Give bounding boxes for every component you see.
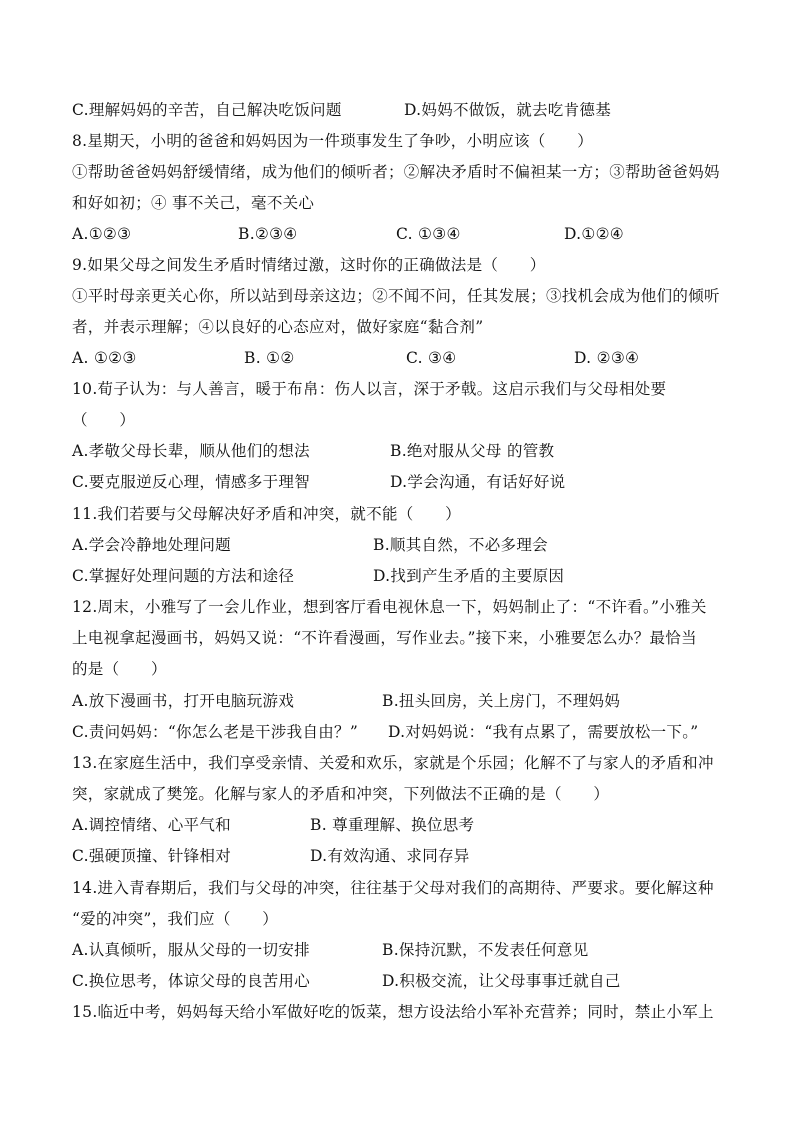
- option-d: D.学会沟通，有话好好说: [390, 473, 566, 491]
- question-15-stem-line1: [72, 1002, 714, 1022]
- option-a: A.①②③: [72, 225, 132, 243]
- option-c: C.理解妈妈的辛苦，自己解决吃饭问题: [72, 101, 342, 119]
- statement-text: ①平时母亲更关心你，所以站到母亲这边；②不闻不问，任其发展；③找机会成为他们的倾听: [72, 287, 720, 305]
- option-d: D.积极交流，让父母事事迁就自己: [382, 972, 621, 990]
- option-b: B.扭头回房，关上房门，不理妈妈: [382, 692, 621, 710]
- option-c: C.强硬顶撞、针锋相对: [72, 847, 232, 865]
- question-13-stem-line1: [72, 753, 714, 773]
- question-text: 11.我们若要与父母解决好矛盾和冲突，就不能（ ）: [72, 505, 461, 523]
- option-d: D.找到产生矛盾的主要原因: [373, 567, 565, 585]
- option-d: D.有效沟通、求同存异: [310, 847, 470, 865]
- question-9-statements-line2: [72, 317, 483, 337]
- question-text: 13.在家庭生活中，我们享受亲情、关爱和欢乐，家就是个乐园；化解不了与家人的矛盾和冲: [72, 754, 714, 772]
- statement-text: ①帮助爸爸妈妈舒缓情绪，成为他们的倾听者；②解决矛盾时不偏袒某一方；③帮助爸爸妈妈: [72, 163, 720, 181]
- option-c: C. ③④: [406, 349, 457, 367]
- question-12-stem-line1: [72, 597, 707, 617]
- option-d: D.①②④: [564, 225, 624, 243]
- question-text: 15.临近中考，妈妈每天给小军做好吃的饭菜，想方设法给小军补充营养；同时，禁止小军上: [72, 1003, 714, 1021]
- option-a: A.孝敬父母长辈，顺从他们的想法: [72, 442, 310, 460]
- question-text: 14.进入青春期后，我们与父母的冲突，往往基于父母对我们的高期待、严要求。要化解这种: [72, 879, 714, 897]
- question-text: 的是（ ）: [72, 660, 167, 678]
- option-b: B.顺其自然，不必多理会: [373, 536, 548, 554]
- option-a: A.认真倾听，服从父母的一切安排: [72, 941, 310, 959]
- option-a: A.学会冷静地处理问题: [72, 536, 231, 554]
- question-9-statements-line1: [72, 286, 720, 306]
- question-9-stem: [72, 255, 546, 275]
- statement-text: 者，并表示理解；④以良好的心态应对，做好家庭“黏合剂”: [72, 318, 484, 336]
- question-text: 8.星期天，小明的爸爸和妈妈因为一件琐事发生了争吵，小明应该（ ）: [72, 132, 593, 150]
- question-text: 上电视拿起漫画书，妈妈又说：“不许看漫画，写作业去。”接下来，小雅要怎么办？最恰当: [72, 629, 697, 647]
- question-14-stem-line1: [72, 878, 714, 898]
- option-d: D.对妈妈说：“我有点累了，需要放松一下。”: [388, 723, 699, 741]
- option-b: B. 尊重理解、换位思考: [310, 816, 475, 834]
- option-c: C.要克服逆反心理，情感多于理智: [72, 473, 311, 491]
- option-b: B.保持沉默，不发表任何意见: [382, 941, 589, 959]
- question-8-statements-line1: [72, 162, 720, 182]
- question-12-stem-line2: [72, 628, 697, 648]
- option-c: C. ①③④: [396, 225, 461, 243]
- option-c: C.责问妈妈：“你怎么老是干涉我自由？”: [72, 723, 359, 741]
- option-c: C.掌握好处理问题的方法和途径: [72, 567, 295, 585]
- option-a: A.放下漫画书，打开电脑玩游戏: [72, 692, 295, 710]
- question-8-statements-line2: [72, 193, 314, 213]
- option-a: A. ①②③: [72, 349, 137, 367]
- question-text: “爱的冲突”，我们应（ ）: [72, 910, 279, 928]
- question-12-stem-line3: [72, 659, 167, 679]
- question-10-stem: [72, 379, 666, 399]
- question-14-stem-line2: [72, 909, 278, 929]
- option-d: D.妈妈不做饭，就去吃肯德基: [404, 101, 612, 119]
- answer-blank: （ ）: [72, 411, 136, 429]
- question-8-stem: [72, 131, 593, 151]
- question-11-stem: [72, 504, 461, 524]
- statement-text: 和好如初；④ 事不关己，毫不关心: [72, 194, 315, 212]
- option-c: C.换位思考，体谅父母的良苦用心: [72, 972, 311, 990]
- option-d: D. ②③④: [574, 349, 640, 367]
- question-text: 9.如果父母之间发生矛盾时情绪过激，这时你的正确做法是（ ）: [72, 256, 546, 274]
- question-text: 12.周末，小雅写了一会儿作业，想到客厅看电视休息一下，妈妈制止了：“不许看。”小雅关: [72, 598, 707, 616]
- option-b: B. ①②: [244, 349, 295, 367]
- option-b: B.绝对服从父母 的管教: [390, 442, 555, 460]
- option-b: B.②③④: [238, 225, 298, 243]
- question-10-answer-blank: [72, 410, 135, 430]
- question-text: 突，家就成了樊笼。化解与家人的矛盾和冲突，下列做法不正确的是（ ）: [72, 785, 610, 803]
- question-13-stem-line2: [72, 784, 609, 804]
- option-a: A.调控情绪、心平气和: [72, 816, 231, 834]
- question-text: 10.荀子认为：与人善言，暖于布帛：伤人以言，深于矛戟。这启示我们与父母相处要: [72, 380, 667, 398]
